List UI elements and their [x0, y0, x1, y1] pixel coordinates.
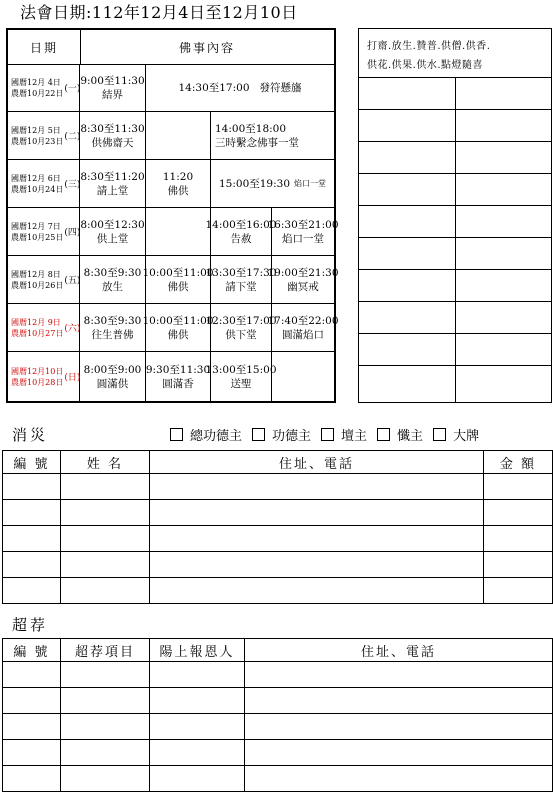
weekday: (二) — [64, 132, 81, 142]
offering-grid — [359, 77, 551, 402]
event-cell: 9:30至11:30 圓滿香 — [146, 352, 211, 401]
schedule-row — [8, 256, 339, 304]
event-cell: 19:00至21:30 幽冥戒 — [267, 266, 339, 293]
event-cell: 12:30至17:00 供下堂 — [211, 304, 272, 351]
event-cell: 10:00至11:00 佛供 — [146, 304, 211, 351]
schedule-row — [8, 160, 334, 208]
solar-date: 國曆12月 9日 — [11, 317, 61, 327]
checkbox[interactable] — [433, 428, 446, 441]
event-cell: 8:30至11:20 請上堂 — [80, 160, 146, 207]
schedule-table — [6, 28, 339, 403]
date-cell — [8, 160, 80, 207]
event-cell: 8:30至9:30 往生普佛 — [80, 304, 146, 351]
solar-date: 國曆12月10日 — [11, 366, 64, 376]
event-cell: 16:30至21:00 焰口一堂 — [267, 218, 339, 245]
lunar-date: 農曆10月26日 — [11, 280, 64, 290]
header-date: 日期 — [8, 30, 81, 64]
page-title: 法會日期:112年12月4日至12月10日 — [20, 3, 298, 22]
checkbox[interactable] — [252, 428, 265, 441]
date-cell — [8, 256, 80, 303]
date-cell — [8, 304, 80, 351]
date-cell — [8, 208, 80, 255]
col-header: 編 號 — [3, 639, 61, 662]
event-cell: 8:00至12:30 供上堂 — [80, 208, 146, 255]
checkbox[interactable] — [377, 428, 390, 441]
event-cell: 13:00至15:00 送聖 — [211, 352, 272, 401]
col-header: 住址、電話 — [245, 639, 553, 662]
event-cell: 9:00至11:30 結界 — [80, 64, 146, 111]
event-cell: 14:30至17:00 發符懸旛 — [178, 81, 302, 94]
table-row[interactable] — [3, 500, 553, 526]
col-header: 陽上報恩人 — [150, 639, 245, 662]
lunar-date: 農曆10月25日 — [11, 232, 64, 242]
schedule-row — [8, 208, 339, 256]
weekday: (一) — [64, 84, 81, 94]
table-row[interactable] — [3, 740, 553, 766]
schedule-header — [8, 30, 334, 65]
chaojian-label: 超荐 — [12, 616, 49, 634]
weekday: (五) — [64, 276, 81, 286]
event-cell: 13:30至17:30 請下堂 — [211, 256, 272, 303]
option-label: 總功德主 — [190, 429, 243, 444]
table-row[interactable] — [3, 474, 553, 500]
col-header: 姓 名 — [61, 451, 150, 474]
event-cell-empty — [146, 208, 211, 255]
option-label: 大牌 — [453, 429, 480, 444]
option-label: 壇主 — [341, 429, 368, 444]
event-cell: 15:00至19:30 焰口一堂 — [218, 177, 327, 190]
schedule-row — [8, 304, 339, 352]
event-cell: 8:30至9:30 放生 — [80, 256, 146, 303]
table-row[interactable] — [3, 714, 553, 740]
lunar-date: 農曆10月28日 — [11, 377, 64, 387]
option-label: 功德主 — [272, 429, 312, 444]
event-cell: 8:30至11:30 供佛齋天 — [80, 112, 146, 159]
weekday: (六) — [64, 324, 81, 334]
xiaozai-table — [2, 450, 553, 604]
checkbox[interactable] — [170, 428, 183, 441]
sponsor-options — [170, 425, 479, 444]
solar-date: 國曆12月 6日 — [11, 173, 61, 183]
event-cell: 8:00至9:00 圓滿供 — [80, 352, 146, 401]
schedule-row — [8, 112, 334, 160]
event-cell: 11:20 佛供 — [146, 160, 211, 207]
weekday: (日) — [64, 373, 81, 383]
offering-line-2: 供花.供果.供水.點燈隨喜 — [367, 60, 484, 71]
checkbox[interactable] — [321, 428, 334, 441]
table-row[interactable] — [3, 552, 553, 578]
weekday: (四) — [64, 228, 81, 238]
chaojian-table — [2, 638, 553, 792]
table-row[interactable] — [3, 688, 553, 714]
col-header: 住址、電話 — [150, 451, 484, 474]
event-cell: 17:40至22:00 圓滿焰口 — [267, 314, 339, 341]
solar-date: 國曆12月 8日 — [11, 269, 61, 279]
schedule-row — [8, 352, 334, 401]
xiaozai-label: 消災 — [12, 426, 49, 444]
table-header-row — [3, 451, 553, 474]
solar-date: 國曆12月 5日 — [11, 125, 61, 135]
col-header: 編 號 — [3, 451, 61, 474]
table-header-row — [3, 639, 553, 662]
event-cell-empty — [146, 112, 211, 159]
date-cell — [8, 64, 80, 111]
option-label: 懺主 — [397, 429, 424, 444]
event-cell: 14:00至18:00 三時繫念佛事一堂 — [215, 122, 299, 149]
event-cell: 10:00至11:00 佛供 — [146, 256, 211, 303]
lunar-date: 農曆10月27日 — [11, 328, 64, 338]
col-header: 金 額 — [484, 451, 553, 474]
lunar-date: 農曆10月23日 — [11, 136, 64, 146]
date-cell — [8, 352, 80, 401]
table-row[interactable] — [3, 766, 553, 792]
header-content: 佛事內容 — [178, 40, 235, 55]
event-cell: 14:00至16:00 告赦 — [211, 208, 272, 255]
date-cell — [8, 112, 80, 159]
offering-box — [358, 28, 552, 403]
solar-date: 國曆12月 7日 — [11, 221, 61, 231]
table-row[interactable] — [3, 662, 553, 688]
offering-text — [367, 37, 547, 75]
lunar-date: 農曆10月22日 — [11, 88, 64, 98]
solar-date: 國曆12月 4日 — [11, 77, 61, 87]
lunar-date: 農曆10月24日 — [11, 184, 64, 194]
offering-line-1: 打齋.放生.贊普.供僧.供香. — [367, 41, 491, 52]
table-row[interactable] — [3, 526, 553, 552]
weekday: (三) — [64, 180, 81, 190]
schedule-row — [8, 64, 334, 112]
col-header: 超荐項目 — [61, 639, 150, 662]
table-row[interactable] — [3, 578, 553, 604]
